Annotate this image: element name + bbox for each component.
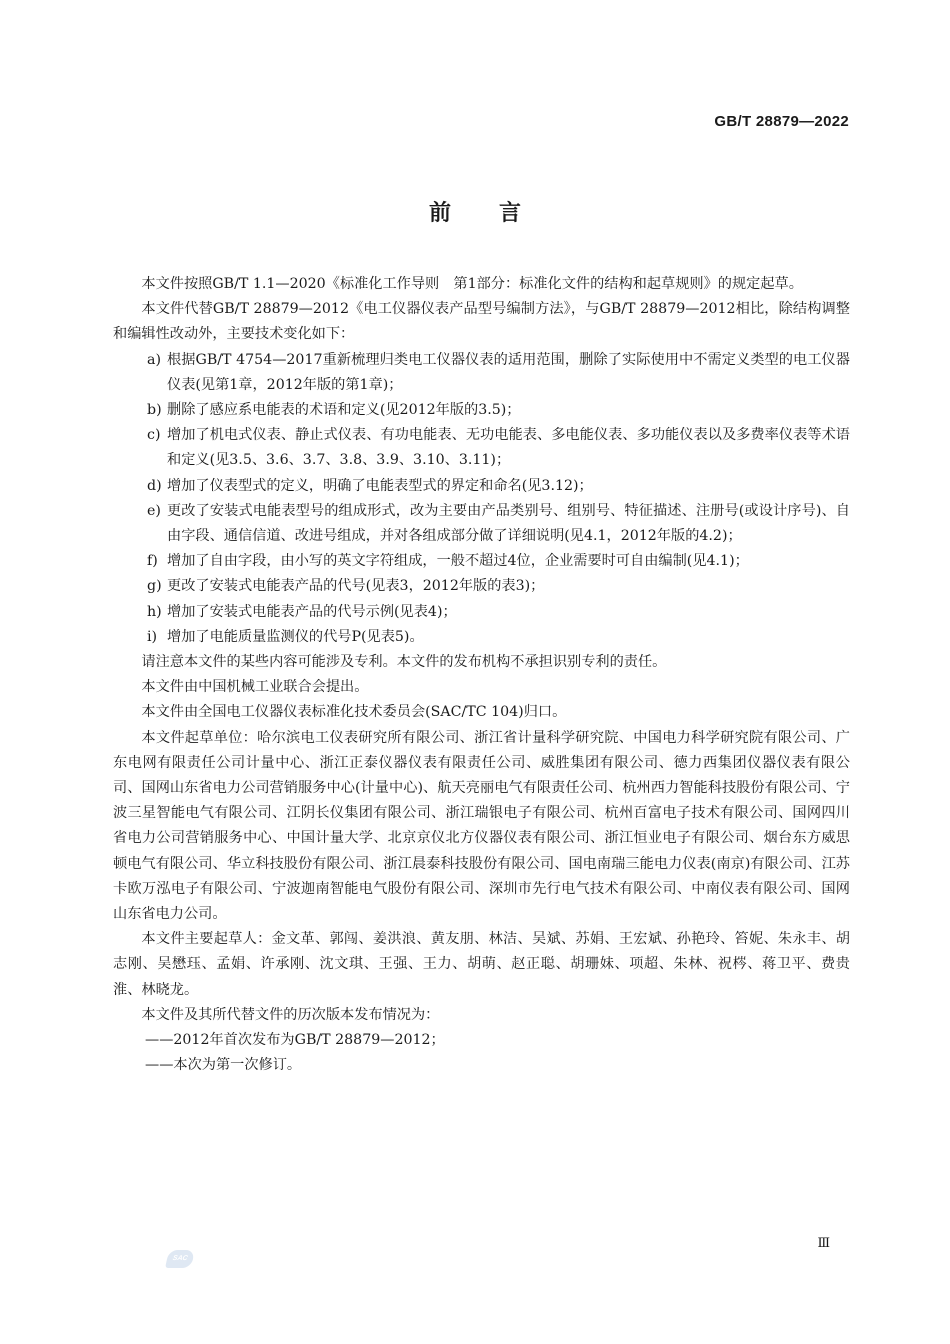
paragraph-committee: 本文件由全国电工仪器仪表标准化技术委员会(SAC/TC 104)归口。 — [141, 704, 567, 721]
sac-watermark-logo: SAC — [165, 1250, 195, 1268]
list-text: 更改了安装式电能表型号的组成形式，改为主要由产品类别号、组别号、特征描述、注册号(或设计序号)、自由字段、通信信道、改进号组成，并对各组成部分做了详细说明(见4.1，2012年版的4.2)； — [167, 502, 850, 545]
list-marker: i) — [147, 628, 158, 645]
standard-number: GB/T 28879—2022 — [714, 113, 849, 130]
list-marker: d) — [147, 477, 162, 494]
list-marker: a) — [147, 351, 161, 368]
history-item-second: ——本次为第一次修订。 — [145, 1057, 302, 1074]
change-item-a — [113, 348, 850, 398]
history-item-first: ——2012年首次发布为GB/T 28879—2012； — [145, 1032, 445, 1049]
change-item-e — [113, 499, 850, 549]
paragraph-replaces: 本文件代替GB/T 28879—2012《电工仪器仪表产品型号编制方法》，与GB/T 28879—2012相比，除结构调整和编辑性改动外，主要技术变化如下： — [113, 301, 850, 343]
change-item-d — [113, 474, 850, 499]
paragraph-history-intro: 本文件及其所代替文件的历次版本发布情况为： — [141, 1006, 440, 1023]
list-marker: c) — [147, 427, 161, 444]
list-marker: e) — [147, 502, 161, 519]
list-text: 增加了自由字段，由小写的英文字符组成，一般不超过4位，企业需要时可自由编制(见4.1)； — [167, 553, 749, 570]
list-marker: f) — [147, 553, 158, 570]
list-text: 增加了机电式仪表、静止式仪表、有功电能表、无功电能表、多电能仪表、多功能仪表以及多费率仪表等术语和定义(见3.5、3.6、3.7、3.8、3.9、3.10、3.11)； — [167, 427, 850, 469]
paragraph-proposer: 本文件由中国机械工业联合会提出。 — [141, 679, 369, 696]
change-item-f — [113, 549, 850, 574]
paragraph-patent-notice: 请注意本文件的某些内容可能涉及专利。本文件的发布机构不承担识别专利的责任。 — [141, 654, 667, 671]
list-text: 更改了安装式电能表产品的代号(见表3，2012年版的表3)； — [167, 578, 545, 595]
list-text: 增加了仪表型式的定义，明确了电能表型式的界定和命名(见3.12)； — [167, 477, 593, 494]
page-title: 前言 — [428, 201, 569, 226]
change-item-i — [113, 625, 850, 650]
change-item-h — [113, 600, 850, 625]
list-marker: g) — [147, 578, 162, 595]
list-text: 增加了安装式电能表产品的代号示例(见表4)； — [167, 603, 457, 620]
paragraph-drafting-units: 本文件起草单位：哈尔滨电工仪表研究所有限公司、浙江省计量科学研究院、中国电力科学研究院有限公司、广东电网有限责任公司计量中心、浙江正泰仪器仪表有限责任公司、威胜集团有限公司、德力西集团仪器仪表有限公司、国网山东省电力公司营销服务中心(计量中心)、航天亮丽电气有限责任公司、杭州西力智能科技股份有限公司、宁波三星智能电气有限公司、江阴长仪集团有限公司、浙江瑞银电子有限公司、杭州百富电子技术有限公司、国网四川省电力公司营销服务中心、中国计量大学、北京京仪北方仪器仪表有限公司、浙江恒业电子有限公司、烟台东方威思顿电气有限公司、华立科技股份有限公司、浙江晨泰科技股份有限公司、国电南瑞三能电力仪表(南京)有限公司、江苏卡欧万泓电子有限公司、宁波迦南智能电气股份有限公司、深圳市先行电气技术有限公司、中南仪表有限公司、国网山东省电力公司。 — [113, 729, 850, 923]
page-number: Ⅲ — [817, 1236, 830, 1251]
change-item-g — [113, 574, 850, 599]
foreword-content — [113, 272, 850, 1079]
change-item-c — [113, 423, 850, 473]
list-text: 增加了电能质量监测仪的代号P(见表5)。 — [167, 628, 424, 645]
change-item-b — [113, 398, 850, 423]
list-marker: h) — [147, 603, 162, 620]
paragraph-drafting-rules: 本文件按照GB/T 1.1—2020《标准化工作导则 第1部分：标准化文件的结构和起草规则》的规定起草。 — [141, 276, 803, 292]
paragraph-drafters: 本文件主要起草人：金文革、郭闯、姜洪浪、黄友朋、林洁、吴斌、苏娟、王宏斌、孙艳玲、笞妮、朱永丰、胡志刚、吴懋珏、孟娟、许承刚、沈文琪、王强、王力、胡萌、赵正聪、胡珊妹、项超、朱林、祝梣、蒋卫平、费贵淮、林晓龙。 — [113, 931, 850, 998]
list-marker: b) — [147, 402, 162, 419]
list-text: 根据GB/T 4754—2017重新梳理归类电工仪器仪表的适用范围，删除了实际使用中不需定义类型的电工仪器仪表(见第1章，2012年版的第1章)； — [167, 351, 850, 393]
list-text: 删除了感应系电能表的术语和定义(见2012年版的3.5)； — [167, 402, 521, 419]
